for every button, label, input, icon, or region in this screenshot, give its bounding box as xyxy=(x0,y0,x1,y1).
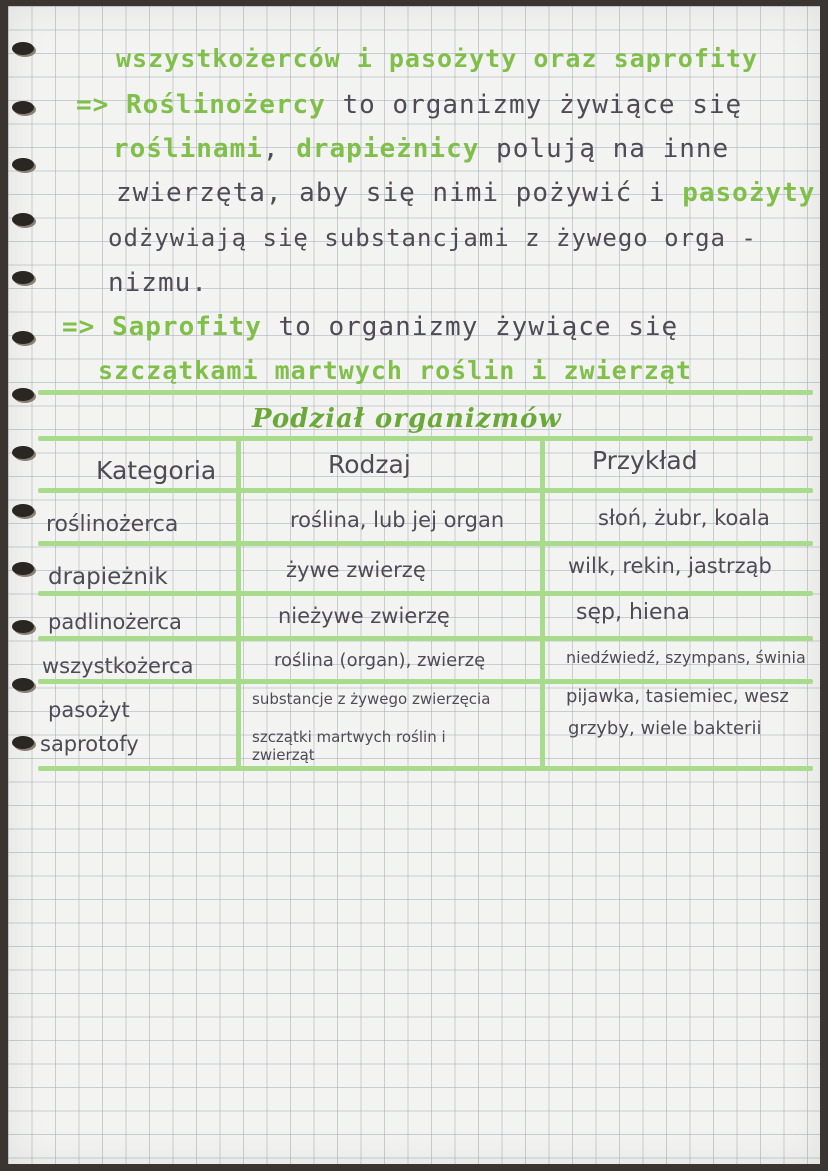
table-line xyxy=(38,591,813,596)
binder-hole xyxy=(12,504,34,517)
binder-hole xyxy=(12,213,34,226)
column-header-type: Rodzaj xyxy=(328,450,411,479)
text-line-7-rest: to organizmy żywiące się xyxy=(278,312,679,342)
table-column-divider xyxy=(236,438,241,770)
text-line-7 xyxy=(62,312,678,342)
notebook-page xyxy=(8,6,820,1164)
table-cell: sęp, hiena xyxy=(576,600,690,625)
table-cell: niedźwiedź, szympans, świnia xyxy=(566,648,806,667)
text-line-3 xyxy=(113,134,729,164)
term-parasites: pasożyty xyxy=(682,178,816,208)
table-line xyxy=(38,636,813,641)
term-plants: roślinami xyxy=(113,134,263,164)
table-cell: wszystkożerca xyxy=(42,654,194,678)
binder-hole xyxy=(12,736,34,749)
table-line xyxy=(38,541,813,546)
text-line-2-rest: to organizmy żywiące się xyxy=(342,90,743,120)
term-herbivores: Roślinożercy xyxy=(125,90,326,120)
table-cell: substancje z żywego zwierzęcia xyxy=(252,690,491,708)
text-line-8: szczątkami martwych roślin i zwierząt xyxy=(98,356,692,385)
text-line-2 xyxy=(76,90,742,120)
binder-hole xyxy=(12,562,34,575)
table-cell: roślina, lub jej organ xyxy=(290,508,505,532)
binder-hole xyxy=(12,271,34,284)
text-line-6: nizmu. xyxy=(108,268,208,298)
binder-hole xyxy=(12,620,34,633)
table-line xyxy=(38,679,813,684)
binder-hole xyxy=(12,101,34,114)
table-cell: drapieżnik xyxy=(48,564,168,590)
table-cell: roślinożerca xyxy=(46,512,179,537)
term-saprotrophs: Saprofity xyxy=(111,312,262,342)
table-column-divider xyxy=(540,438,545,770)
table-cell: szczątki martwych roślin i zwierząt xyxy=(252,728,446,764)
binder-holes xyxy=(8,6,38,1164)
separator: , xyxy=(262,134,280,164)
binder-hole xyxy=(12,388,34,401)
binder-hole xyxy=(12,158,34,171)
arrow-icon: => xyxy=(62,312,96,342)
table-cell: słoń, żubr, koala xyxy=(598,506,770,530)
table-cell: padlinożerca xyxy=(48,610,182,634)
table-cell: żywe zwierzę xyxy=(286,558,426,582)
binder-hole xyxy=(12,678,34,691)
table-cell: wilk, rekin, jastrząb xyxy=(568,554,772,578)
column-header-example: Przykład xyxy=(592,446,698,475)
text-line-5: odżywiają się substancjami z żywego orga - xyxy=(108,224,757,252)
table-line xyxy=(38,766,813,771)
text-line-3-rest: polują na inne xyxy=(496,134,730,164)
table-line xyxy=(38,488,813,493)
table-cell: roślina (organ), zwierzę xyxy=(274,650,486,671)
table-cell: nieżywe zwierzę xyxy=(278,604,450,628)
column-header-category: Kategoria xyxy=(96,456,217,485)
text-line-4 xyxy=(116,178,815,208)
binder-hole xyxy=(12,446,34,459)
text-line-4-text: zwierzęta, aby się nimi pożywić i xyxy=(116,178,666,208)
term-predators: drapieżnicy xyxy=(296,134,480,164)
table-cell: grzyby, wiele bakterii xyxy=(568,718,762,739)
arrow-icon: => xyxy=(76,90,110,120)
table-cell: saprotofy xyxy=(40,732,139,756)
table-cell: pasożyt xyxy=(48,698,130,722)
table-cell: pijawka, tasiemiec, wesz xyxy=(566,686,789,707)
table-title: Podział organizmów xyxy=(252,404,562,434)
binder-hole xyxy=(12,331,34,344)
text-line-1: wszystkożerców i pasożyty oraz saprofity xyxy=(116,44,759,73)
table-line xyxy=(38,436,813,441)
table-line xyxy=(38,390,813,395)
binder-hole xyxy=(12,42,34,55)
